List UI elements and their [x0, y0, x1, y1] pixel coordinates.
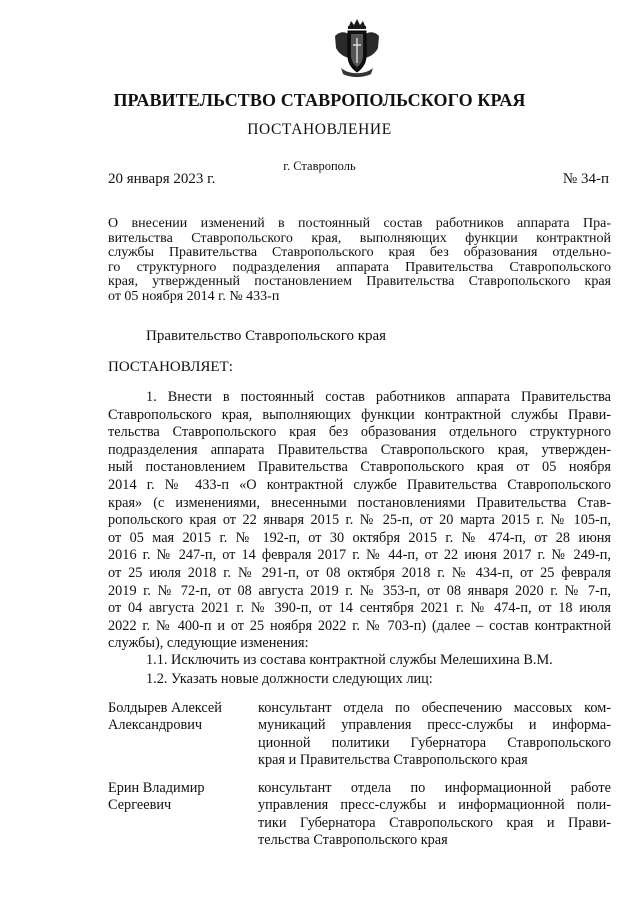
person-position: [258, 780, 611, 850]
item-1-1: 1.1. Исключить из состава контрактной службы Мелешихина В.М.: [146, 652, 553, 668]
paragraph-line: 2022 г. № 400-п и от 25 ноября 2022 г. № 703-п) (далее – состав контрактной: [108, 617, 611, 634]
position-line: консультант отдела по информационной работе: [258, 780, 611, 796]
paragraph-line: службы), следующие изменения:: [108, 635, 309, 652]
document-type: ПОСТАНОВЛЕНИЕ: [247, 121, 392, 138]
paragraph-line: 1. Внести в постоянный состав работников аппарата Правительства: [146, 389, 611, 405]
preamble: Правительство Ставропольского края: [146, 328, 387, 344]
item-1-2: 1.2. Указать новые должности следующих лиц:: [146, 671, 433, 687]
paragraph-line: ный постановлением Правительства Ставропольского края от 05 ноября: [108, 459, 611, 476]
paragraph-line: Ставропольского края, выполняющих функции контрактной службы Прави-: [108, 406, 611, 423]
paragraph-line: 2014 г. № 433-п «О контрактной службе Правительства Ставропольского: [108, 476, 611, 493]
position-line: консультант отдела по обеспечению массовых ком-: [258, 700, 611, 716]
person-name-line: Ерин Владимир: [108, 780, 205, 796]
government-title: ПРАВИТЕЛЬСТВО СТАВРОПОЛЬСКОГО КРАЯ: [113, 90, 526, 110]
position-line: ционной политики Губернатора Ставропольского: [258, 734, 611, 751]
person-name: [108, 700, 248, 735]
subject-line: вительства Ставропольского края, выполняющих функции контрактной: [108, 230, 611, 246]
person-name-line: Александрович: [108, 717, 203, 734]
paragraph-line: 2016 г. № 247-п, от 14 февраля 2017 г. № 44-п, от 22 июня 2017 г. № 249-п,: [108, 547, 611, 564]
subject-line: службы Правительства Ставропольского края без образования отдельно-: [108, 245, 611, 261]
paragraph-1: [108, 389, 611, 653]
paragraph-line: 2019 г. № 72-п, от 08 августа 2019 г. № 353-п, от 08 января 2020 г. № 7-п,: [108, 582, 611, 599]
document-number: № 34-п: [562, 171, 609, 187]
decree-word: ПОСТАНОВЛЯЕТ:: [108, 359, 233, 375]
subject-line: края, утвержденный постановлением Правительства Ставропольского края: [108, 274, 611, 290]
position-line: тики Губернатора Ставропольского края и Прави-: [258, 814, 611, 831]
subject-line: от 05 ноября 2014 г. № 433-п: [108, 288, 280, 304]
person-position: [258, 700, 611, 770]
subject-line: го структурного подразделения аппарата Правительства Ставропольского: [108, 259, 611, 275]
position-line: муникаций управления пресс-службы и информа-: [258, 717, 611, 734]
paragraph-line: от 04 августа 2021 г. № 390-п, от 14 сентября 2021 г. № 474-п, от 18 июля: [108, 600, 611, 617]
position-line: края и Правительства Ставропольского края: [258, 752, 528, 769]
document-date: 20 января 2023 г.: [108, 171, 216, 187]
person-name-line: Болдырев Алексей: [108, 700, 222, 716]
position-line: тельства Ставропольского края: [258, 832, 448, 849]
paragraph-line: тельства Ставропольского края без образования отдельного структурного: [108, 424, 611, 441]
subject-line: О внесении изменений в постоянный состав работников аппарата Пра-: [108, 216, 611, 231]
person-name-line: Сергеевич: [108, 797, 172, 814]
coat-of-arms-emblem: [331, 18, 383, 78]
city-line: г. Ставрополь: [283, 159, 356, 173]
document-subject: [108, 217, 611, 305]
paragraph-line: края» (с изменениями, внесенными постановлениями Правительства Став-: [108, 494, 611, 511]
paragraph-line: подразделения аппарата Правительства Ставропольского края, утвержден-: [108, 441, 611, 458]
paragraph-line: ропольского края от 22 января 2015 г. № 25-п, от 20 марта 2015 г. № 105-п,: [108, 512, 611, 529]
position-line: управления пресс-службы и информационной поли-: [258, 797, 611, 814]
person-name: [108, 780, 248, 815]
paragraph-line: от 25 июля 2018 г. № 291-п, от 08 октября 2018 г. № 434-п, от 25 февраля: [108, 564, 611, 581]
paragraph-line: от 05 мая 2015 г. № 192-п, от 30 октября 2015 г. № 474-п, от 28 июня: [108, 529, 611, 546]
